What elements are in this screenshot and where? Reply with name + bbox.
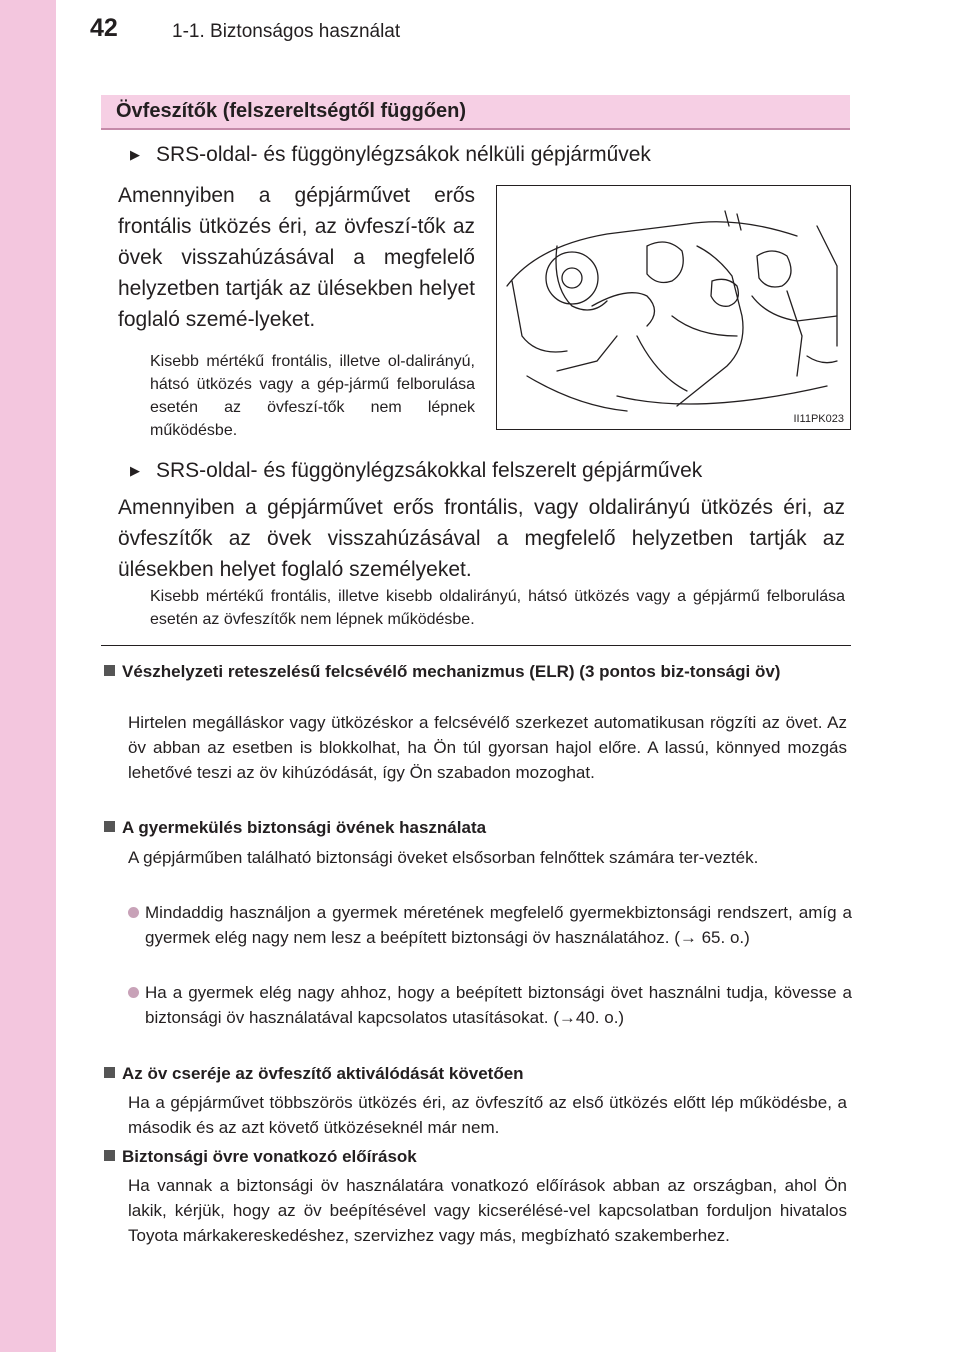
section-title: Övfeszítők (felszereltségtől függően) (116, 100, 467, 122)
list-item (128, 980, 852, 1030)
illustration-seatbelt-pretensioner (496, 185, 851, 430)
item-text-elr: Hirtelen megálláskor vagy ütközéskor a felcsévélő szerkezet automatikusan rögzíti az övet. Az öv abban az esetben is blokkolhat, ha Ön túl gyorsan hajol előre. A lassú, könnyed mozgás lehetővé teszi az öv kihúzódását, így Ön szabadon mozoghat. (128, 713, 847, 782)
divider (101, 645, 851, 646)
item-heading-text: Biztonsági övre vonatkozó előírások (122, 1147, 417, 1166)
item-heading-regulations (104, 1145, 417, 1168)
triangle-bullet-icon: ▶ (130, 147, 140, 162)
square-bullet-icon (104, 1067, 115, 1078)
circle-bullet-icon (128, 907, 139, 918)
item-heading-text: Az öv cseréje az övfeszítő aktiválódását követően (122, 1064, 524, 1083)
figure-code: II11PK023 (793, 413, 844, 425)
list-item (128, 900, 852, 950)
chapter-title: 1-1. Biztonságos használat (172, 21, 401, 42)
car-interior-illustration (497, 186, 850, 429)
list-item-text: Mindaddig használjon a gyermek méretének megfelelő gyermekbiztonsági rendszert, amíg a gyermek elég nagy nem lesz a beépített biztonsági öv használatához. (→ 65. o.) (145, 903, 852, 947)
item-heading-elr (104, 660, 850, 683)
subsection-heading-2 (130, 459, 702, 483)
item-heading-text: A gyermekülés biztonsági övének használata (122, 818, 487, 837)
item-heading-belt-replacement (104, 1062, 524, 1085)
page-number: 42 (90, 14, 118, 42)
subsection-label: SRS-oldal- és függönylégzsákokkal felszerelt gépjárművek (156, 459, 703, 482)
item-heading-child-seat (104, 816, 486, 839)
subsection-1-note: Kisebb mértékű frontális, illetve ol-dalirányú, hátsó ütközés vagy a gép-jármű felborulása esetén az övfeszí-tők nem lépnek működésbe. (150, 353, 475, 439)
square-bullet-icon (104, 665, 115, 676)
subsection-heading-1 (130, 143, 651, 167)
subsection-2-body: Amennyiben a gépjárművet erős frontális, vagy oldalirányú ütközés éri, az övfeszítők az övek visszahúzásával a megfelelő helyzetben tartják az ülésekben helyet foglaló személyeket. (118, 496, 845, 581)
square-bullet-icon (104, 821, 115, 832)
list-item-text: Ha a gyermek elég nagy ahhoz, hogy a beépített biztonsági övet használni tudja, kövesse a biztonsági öv használatával kapcsolatos utasításokat. (→40. o.) (145, 983, 852, 1027)
subsection-2-note: Kisebb mértékű frontális, illetve kisebb oldalirányú, hátsó ütközés vagy a gépjármű felborulása esetén az övfeszítők nem lépnek működésbe. (150, 588, 845, 628)
section-header (101, 95, 850, 130)
subsection-1-body: Amennyiben a gépjárművet erős frontális ütközés éri, az övfeszí-tők az övek visszahúzásával a megfelelő helyzetben tartják az ülésekben helyet foglaló szemé-lyeket. (118, 184, 475, 331)
circle-bullet-icon (128, 987, 139, 998)
item-heading-text: Vészhelyzeti reteszelésű felcsévélő mechanizmus (ELR) (3 pontos biz-tonsági öv) (122, 662, 781, 681)
square-bullet-icon (104, 1150, 115, 1161)
triangle-bullet-icon: ▶ (130, 463, 140, 478)
item-text-belt-replacement: Ha a gépjárművet többszörös ütközés éri, az övfeszítő az első ütközés előtt lép működésbe, a második és az azt követő ütközéseknél már nem. (128, 1093, 847, 1137)
item-text-regulations: Ha vannak a biztonsági öv használatára vonatkozó előírások abban az országban, ahol Ön lakik, kérjük, hogy az öv beépítésével vagy kicserélésé-vel kapcsolatban forduljon hivatalos Toyota márkakereskedéshez, szervizhez vagy más, megbízható szakemberhez. (128, 1176, 847, 1245)
page-sidebar-tab (0, 0, 56, 1352)
subsection-label: SRS-oldal- és függönylégzsákok nélküli gépjárművek (156, 143, 651, 166)
item-text-child-seat: A gépjárműben található biztonsági öveket elsősorban felnőttek számára ter-vezték. (128, 848, 759, 867)
